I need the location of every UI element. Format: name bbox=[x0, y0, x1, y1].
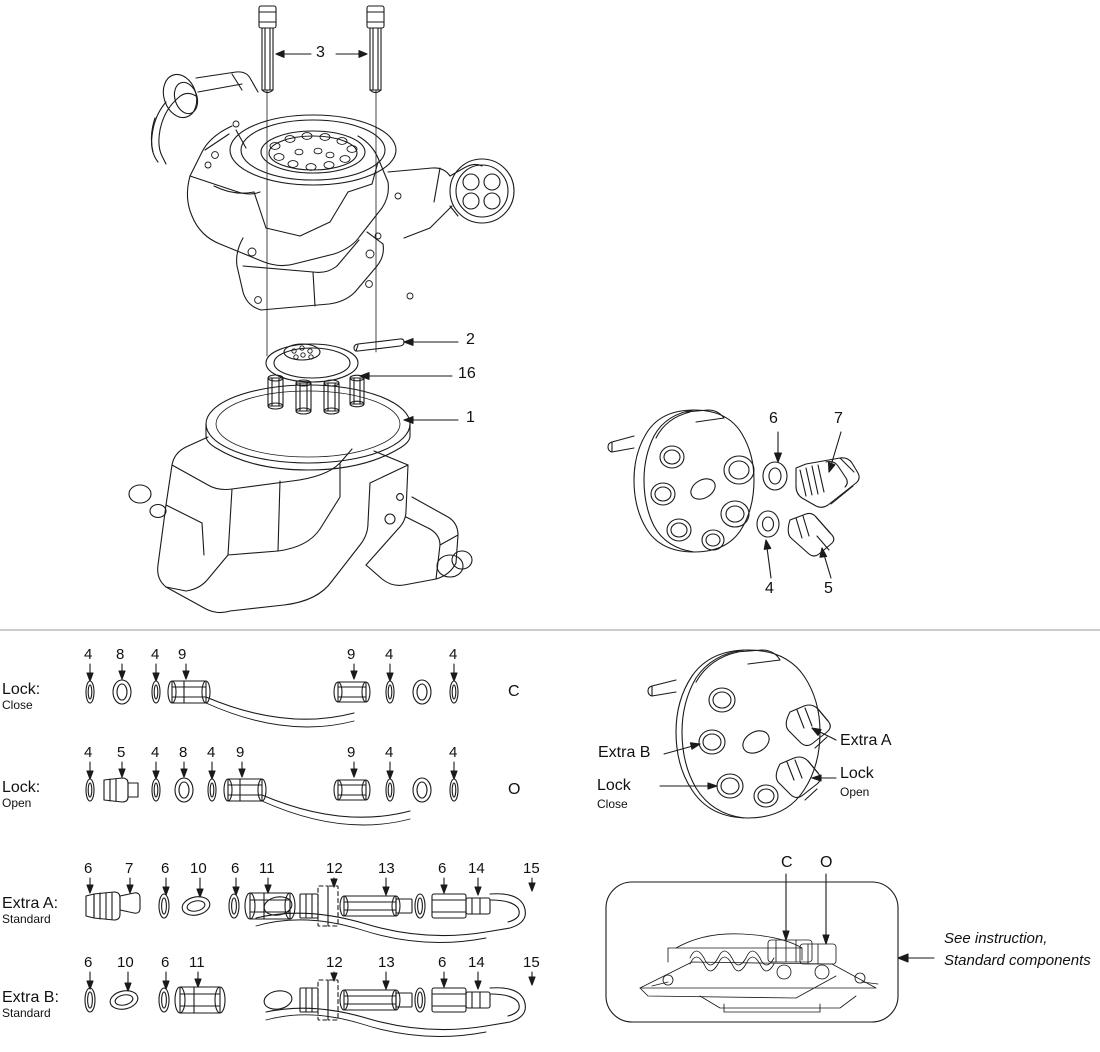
callout-5: 5 bbox=[824, 580, 833, 597]
row-label-sub: Close bbox=[2, 697, 33, 712]
part-number: 4 bbox=[84, 744, 93, 761]
part-number: 6 bbox=[161, 954, 170, 971]
part-number: 15 bbox=[523, 954, 540, 971]
row-label-lock-open bbox=[2, 780, 40, 809]
top-assembly-art bbox=[129, 6, 514, 613]
part-number: 6 bbox=[84, 954, 93, 971]
part-number: 7 bbox=[125, 860, 134, 877]
part-number: 15 bbox=[523, 860, 540, 877]
part-number: 4 bbox=[385, 744, 394, 761]
port-label-lock-open: Lock bbox=[840, 765, 874, 782]
row-label-sub: Open bbox=[2, 795, 32, 810]
row-code-o: O bbox=[508, 781, 521, 798]
part-number: 13 bbox=[378, 860, 395, 877]
callout-16: 16 bbox=[458, 365, 476, 382]
part-number: 10 bbox=[117, 954, 134, 971]
part-number: 13 bbox=[378, 954, 395, 971]
part-number: 9 bbox=[347, 744, 356, 761]
panel-label-o: O bbox=[820, 854, 833, 871]
part-number: 6 bbox=[231, 860, 240, 877]
port-label-extra-b: Extra B bbox=[598, 744, 651, 761]
instruction-note-line2: Standard components bbox=[944, 952, 1091, 969]
row-label-text: Extra B: bbox=[2, 989, 59, 1006]
row-label-sub: Standard bbox=[2, 1005, 51, 1020]
row-label-text: Lock: bbox=[2, 779, 41, 796]
part-number: 4 bbox=[385, 646, 394, 663]
instruction-note-line1: See instruction, bbox=[944, 930, 1048, 947]
row-label-lock-close bbox=[2, 682, 40, 711]
part-number: 4 bbox=[84, 646, 93, 663]
callout-2: 2 bbox=[466, 331, 475, 348]
callout-1: 1 bbox=[466, 409, 475, 426]
part-number: 4 bbox=[207, 744, 216, 761]
callout-3: 3 bbox=[316, 44, 325, 61]
panel-label-c: C bbox=[781, 854, 793, 871]
row-extra-a-art bbox=[86, 878, 535, 943]
row-lock-close-art bbox=[86, 664, 458, 727]
row-label-sub: Standard bbox=[2, 911, 51, 926]
row-label-text: Extra A: bbox=[2, 895, 59, 912]
part-number: 6 bbox=[161, 860, 170, 877]
part-number: 5 bbox=[117, 744, 126, 761]
part-number: 9 bbox=[236, 744, 245, 761]
row-label-extra-b bbox=[2, 990, 59, 1019]
port-label-lock-open-sub: Open bbox=[840, 785, 870, 799]
row-lock-open-art bbox=[86, 762, 458, 825]
callout-7: 7 bbox=[834, 410, 843, 427]
part-number: 11 bbox=[189, 954, 205, 971]
row-label-extra-a bbox=[2, 896, 58, 925]
part-number: 8 bbox=[179, 744, 188, 761]
part-number: 4 bbox=[151, 744, 160, 761]
part-number: 12 bbox=[326, 954, 343, 971]
part-number: 11 bbox=[259, 860, 275, 877]
port-map-art bbox=[648, 650, 836, 818]
valve-block-art bbox=[608, 410, 859, 578]
part-number: 10 bbox=[190, 860, 207, 877]
part-number: 9 bbox=[178, 646, 187, 663]
part-number: 6 bbox=[438, 954, 447, 971]
port-label-lock-close-sub: Close bbox=[597, 797, 628, 811]
callout-4: 4 bbox=[765, 580, 774, 597]
part-number: 14 bbox=[468, 954, 485, 971]
port-label-lock-close: Lock bbox=[597, 777, 631, 794]
part-number: 12 bbox=[326, 860, 343, 877]
part-number: 4 bbox=[449, 646, 458, 663]
part-number: 6 bbox=[84, 860, 93, 877]
part-number: 4 bbox=[151, 646, 160, 663]
port-label-extra-a: Extra A bbox=[840, 732, 892, 749]
row-extra-b-art bbox=[85, 972, 535, 1037]
part-number: 9 bbox=[347, 646, 356, 663]
part-number: 6 bbox=[438, 860, 447, 877]
part-number: 14 bbox=[468, 860, 485, 877]
instruction-panel-art bbox=[606, 874, 934, 1022]
callout-6: 6 bbox=[769, 410, 778, 427]
part-number: 4 bbox=[449, 744, 458, 761]
part-number: 8 bbox=[116, 646, 125, 663]
row-label-text: Lock: bbox=[2, 681, 41, 698]
row-code-c: C bbox=[508, 683, 520, 700]
